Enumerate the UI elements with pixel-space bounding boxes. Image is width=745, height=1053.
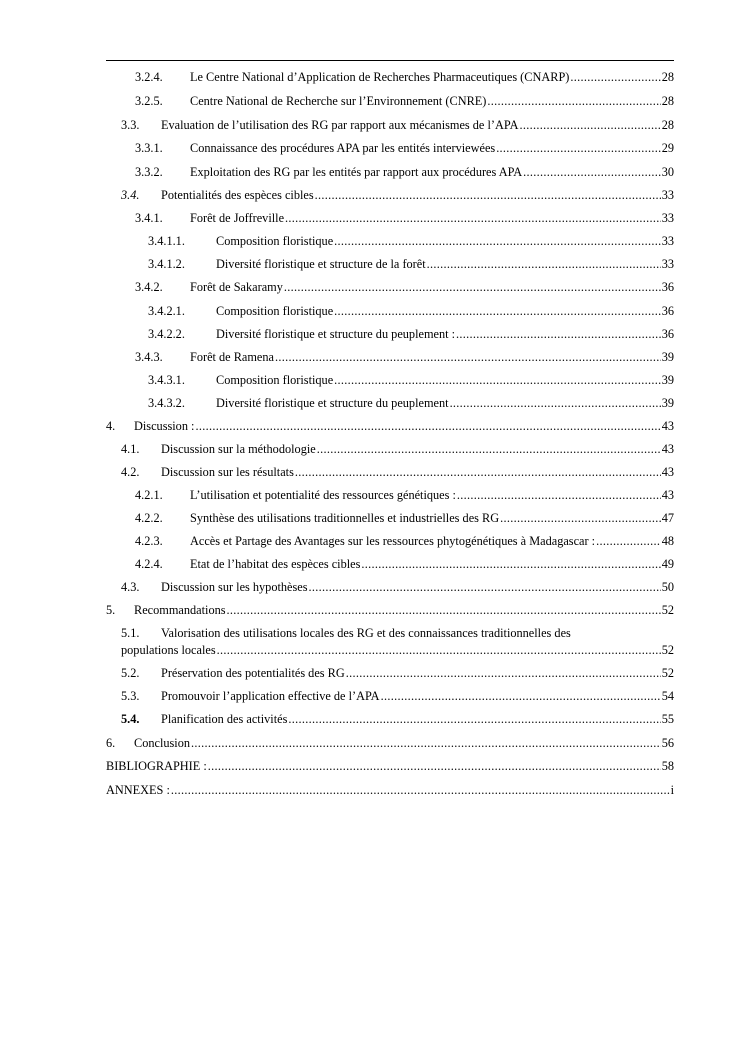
toc-title: Valorisation des utilisations locales des RG et des connaissances traditionnelles des	[161, 626, 571, 640]
toc-page-number: 56	[661, 736, 674, 750]
dot-leader	[284, 280, 661, 295]
dot-leader	[315, 188, 661, 203]
toc-page-number: 36	[661, 280, 674, 294]
toc-number: 5.1.	[121, 626, 140, 640]
dot-leader	[361, 557, 660, 572]
toc-entry[interactable]	[121, 118, 674, 133]
toc-number: 4.2.1.	[135, 488, 163, 502]
toc-entry[interactable]	[135, 534, 674, 549]
toc-entry[interactable]	[148, 396, 674, 411]
toc-number: 3.4.1.1.	[148, 234, 185, 248]
toc-page-number: 48	[661, 534, 674, 548]
toc-title: Potentialités des espèces cibles	[161, 188, 314, 202]
toc-number: 5.4.	[121, 712, 140, 726]
toc-title: BIBLIOGRAPHIE :	[106, 759, 207, 773]
toc-number: 3.4.2.2.	[148, 327, 185, 341]
toc-title: Exploitation des RG par les entités par rapport aux procédures APA	[190, 165, 523, 179]
toc-title: Diversité floristique et structure de la forêt	[216, 257, 426, 271]
toc-title: Forêt de Sakaramy	[190, 280, 283, 294]
toc-number: 5.	[106, 603, 116, 617]
toc-title-continued: populations locales	[121, 643, 216, 657]
toc-entry[interactable]	[148, 257, 674, 272]
toc-entry[interactable]	[135, 165, 674, 180]
toc-entry[interactable]	[148, 327, 674, 342]
toc-title: Composition floristique	[216, 234, 334, 248]
toc-title: Le Centre National d’Application de Recherches Pharmaceutiques (CNARP)	[190, 70, 570, 84]
toc-title: Discussion sur la méthodologie	[161, 442, 316, 456]
toc-number: 4.3.	[121, 580, 140, 594]
toc-number: 3.2.5.	[135, 94, 163, 108]
toc-title: Forêt de Joffreville	[190, 211, 285, 225]
toc-entry[interactable]	[106, 603, 674, 618]
toc-page-number: 58	[661, 759, 674, 773]
toc-title: Accès et Partage des Avantages sur les ressources phytogénétiques à Madagascar :	[190, 534, 596, 548]
toc-page-number: i	[670, 783, 674, 797]
toc-title: Promouvoir l’application effective de l’APA	[161, 689, 380, 703]
toc-page-number: 29	[661, 141, 674, 155]
toc-page-number: 43	[661, 419, 674, 433]
toc-page-number: 47	[661, 511, 674, 525]
toc-title: Diversité floristique et structure du peuplement	[216, 396, 449, 410]
toc-entry[interactable]	[106, 736, 674, 751]
toc-page-number: 54	[661, 689, 674, 703]
toc-entry[interactable]	[135, 141, 674, 156]
toc-page-number: 33	[661, 257, 674, 271]
toc-entry[interactable]	[121, 442, 674, 457]
toc-title: Discussion :	[134, 419, 195, 433]
dot-leader	[427, 257, 661, 272]
dot-leader	[519, 118, 660, 133]
toc-page-number: 39	[661, 373, 674, 387]
toc-entry[interactable]	[135, 350, 674, 365]
toc-number: 5.2.	[121, 666, 140, 680]
dot-leader	[217, 643, 661, 658]
toc-number: 4.2.2.	[135, 511, 163, 525]
dot-leader	[457, 488, 661, 503]
toc-title: Planification des activités	[161, 712, 288, 726]
toc-title: Discussion sur les résultats	[161, 465, 294, 479]
dot-leader	[285, 211, 661, 226]
toc-entry[interactable]	[135, 70, 674, 85]
toc-number: 3.2.4.	[135, 70, 163, 84]
dot-leader	[295, 465, 661, 480]
toc-title: Composition floristique	[216, 373, 334, 387]
toc-title: Recommandations	[134, 603, 226, 617]
toc-number: 3.4.1.2.	[148, 257, 185, 271]
toc-title: Diversité floristique et structure du peuplement :	[216, 327, 456, 341]
toc-page-number: 49	[661, 557, 674, 571]
toc-entry[interactable]	[148, 373, 674, 388]
toc-page-number: 52	[661, 603, 674, 617]
toc-number: 5.3.	[121, 689, 140, 703]
toc-entry[interactable]	[135, 557, 674, 572]
dot-leader	[381, 689, 661, 704]
toc-number: 3.4.	[121, 188, 140, 202]
toc-entry[interactable]	[135, 211, 674, 226]
toc-entry[interactable]	[148, 234, 674, 249]
toc-page-number: 33	[661, 188, 674, 202]
toc-entry[interactable]	[121, 666, 674, 681]
toc-number: 3.3.2.	[135, 165, 163, 179]
toc-title: Composition floristique	[216, 304, 334, 318]
dot-leader	[487, 94, 660, 109]
dot-leader	[191, 736, 661, 751]
toc-page-number: 39	[661, 350, 674, 364]
toc-number: 3.4.1.	[135, 211, 163, 225]
dot-leader	[456, 327, 661, 342]
dot-leader	[317, 442, 661, 457]
dot-leader	[309, 580, 661, 595]
toc-title: Conclusion	[134, 736, 191, 750]
toc-page-number: 36	[661, 327, 674, 341]
dot-leader	[334, 304, 661, 319]
toc-title: Etat de l’habitat des espèces cibles	[190, 557, 361, 571]
toc-entry[interactable]	[106, 783, 674, 798]
dot-leader	[496, 141, 661, 156]
toc-entry[interactable]	[121, 643, 674, 658]
toc-number: 3.4.2.1.	[148, 304, 185, 318]
toc-entry[interactable]	[121, 712, 674, 727]
toc-number: 4.	[106, 419, 116, 433]
toc-page-number: 33	[661, 234, 674, 248]
toc-number: 3.4.3.1.	[148, 373, 185, 387]
dot-leader	[346, 666, 661, 681]
toc-entry[interactable]	[121, 689, 674, 704]
toc-page-number: 39	[661, 396, 674, 410]
dot-leader	[450, 396, 661, 411]
toc-title: Evaluation de l’utilisation des RG par rapport aux mécanismes de l’APA	[161, 118, 519, 132]
dot-leader	[288, 712, 660, 727]
toc-title: Connaissance des procédures APA par les entités interviewées	[190, 141, 496, 155]
toc-page-number: 55	[661, 712, 674, 726]
toc-title: ANNEXES :	[106, 783, 170, 797]
dot-leader	[500, 511, 661, 526]
toc-page-number: 36	[661, 304, 674, 318]
toc-page-number: 30	[661, 165, 674, 179]
dot-leader	[523, 165, 661, 180]
toc-page-number: 43	[661, 442, 674, 456]
toc-entry[interactable]	[106, 419, 674, 434]
toc-entry[interactable]	[106, 759, 674, 774]
toc-number: 4.2.	[121, 465, 140, 479]
toc-number: 3.4.3.2.	[148, 396, 185, 410]
toc-entry[interactable]	[121, 580, 674, 595]
toc-entry[interactable]	[135, 280, 674, 295]
dot-leader	[334, 234, 661, 249]
toc-page-number: 50	[661, 580, 674, 594]
toc-number: 6.	[106, 736, 116, 750]
toc-number: 4.1.	[121, 442, 140, 456]
toc-number: 3.4.3.	[135, 350, 163, 364]
toc-entry[interactable]	[121, 465, 674, 480]
toc-number: 4.2.3.	[135, 534, 163, 548]
toc-title: Préservation des potentialités des RG	[161, 666, 345, 680]
dot-leader	[171, 783, 670, 798]
dot-leader	[334, 373, 661, 388]
toc-page-number: 28	[661, 94, 674, 108]
toc-entry[interactable]	[135, 511, 674, 526]
dot-leader	[596, 534, 661, 549]
toc-page-number: 33	[661, 211, 674, 225]
toc-page-number: 28	[661, 118, 674, 132]
dot-leader	[570, 70, 660, 85]
toc-entry[interactable]	[135, 94, 674, 109]
toc-title: Centre National de Recherche sur l’Environnement (CNRE)	[190, 94, 487, 108]
dot-leader	[195, 419, 660, 434]
toc-title: Forêt de Ramena	[190, 350, 275, 364]
toc-page-number: 52	[661, 666, 674, 680]
dot-leader	[227, 603, 661, 618]
toc-number: 3.3.	[121, 118, 140, 132]
toc-title: Synthèse des utilisations traditionnelles et industrielles des RG	[190, 511, 500, 525]
toc-entry[interactable]	[135, 488, 674, 503]
toc-entry[interactable]	[148, 304, 674, 319]
toc-page-number: 28	[661, 70, 674, 84]
toc-page-number: 43	[661, 488, 674, 502]
toc-title: L’utilisation et potentialité des ressources génétiques :	[190, 488, 456, 502]
toc-number: 4.2.4.	[135, 557, 163, 571]
toc-entry[interactable]	[121, 188, 674, 203]
toc-page-number: 43	[661, 465, 674, 479]
dot-leader	[208, 759, 661, 774]
toc-number: 3.3.1.	[135, 141, 163, 155]
toc-number: 3.4.2.	[135, 280, 163, 294]
toc-title: Discussion sur les hypothèses	[161, 580, 308, 594]
toc-entry-first-line[interactable]	[121, 626, 571, 641]
toc-page-number: 52	[661, 643, 674, 657]
dot-leader	[275, 350, 661, 365]
